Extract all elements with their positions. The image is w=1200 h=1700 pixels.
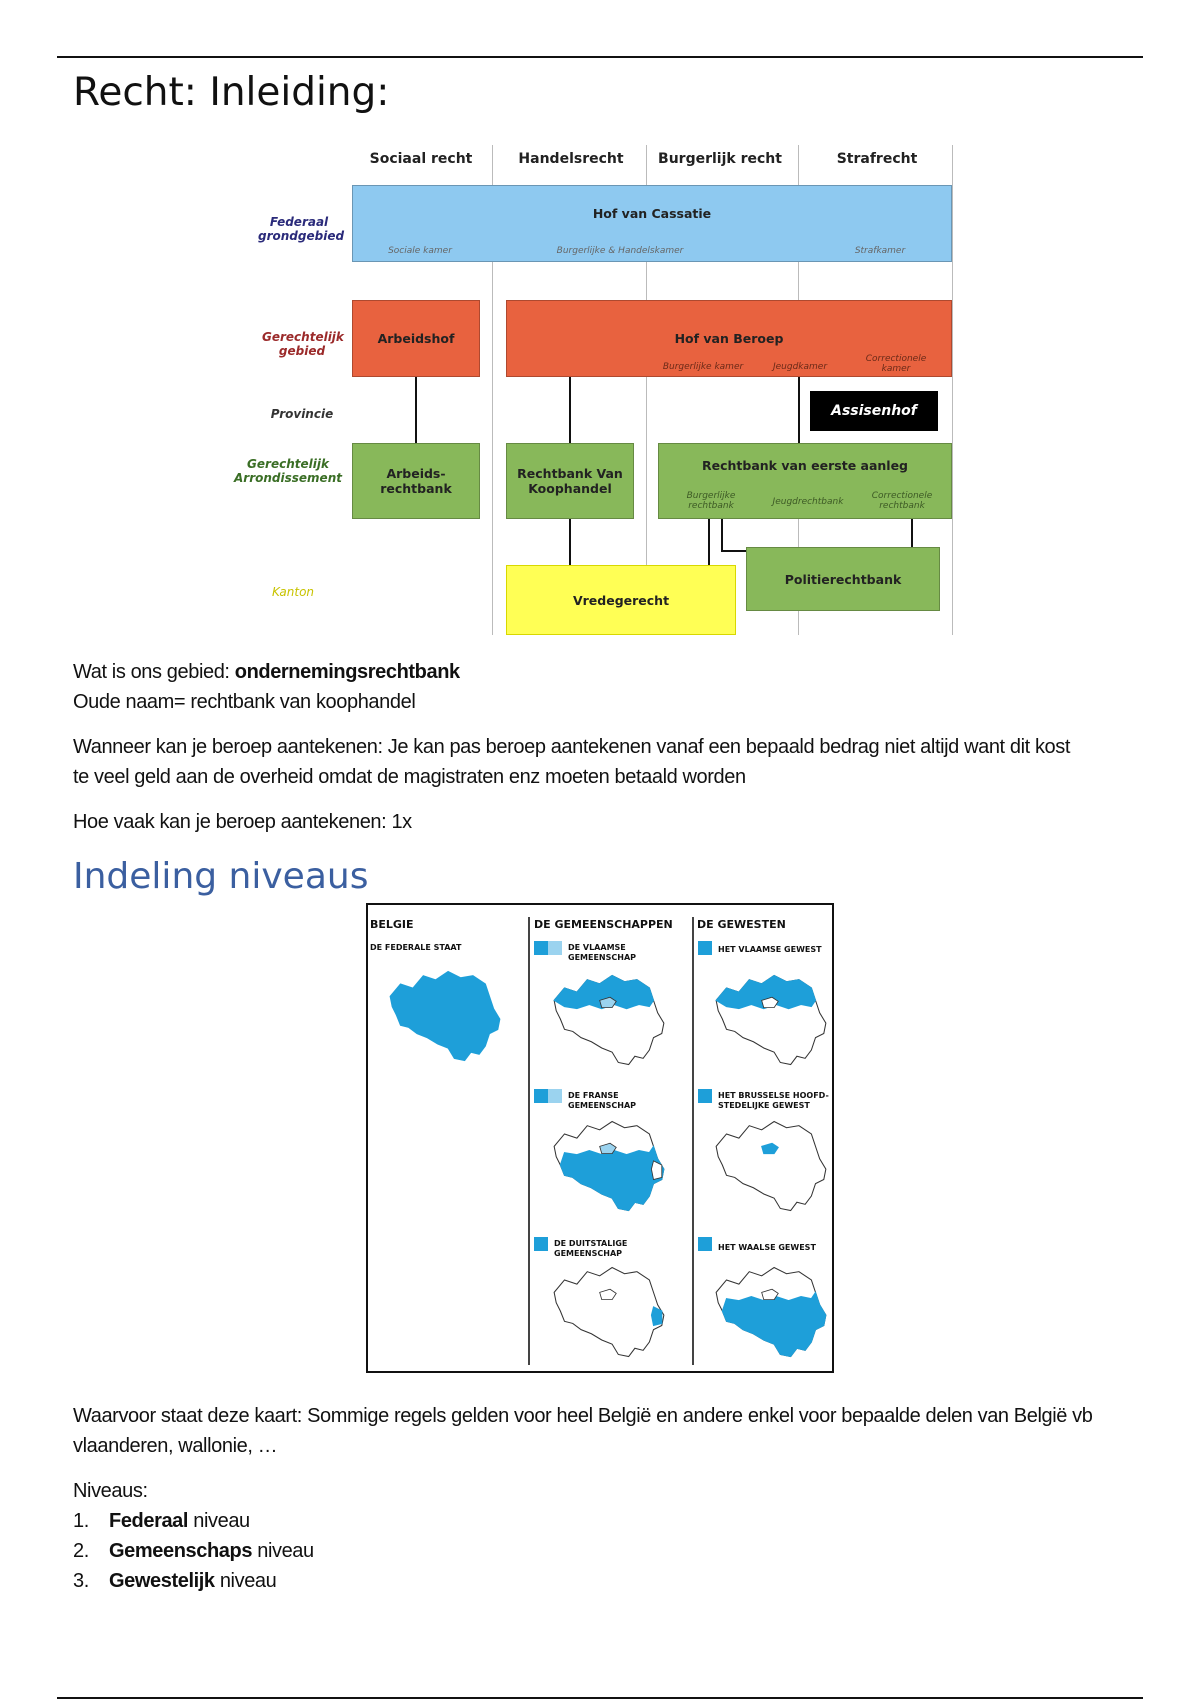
connector [415,377,417,443]
legend-swatch [698,1237,712,1251]
level-kanton: Kanton [271,585,315,599]
politierechtbank-label: Politierechtbank [784,571,902,587]
assisenhof-box [810,391,938,431]
eerste-aanleg-label: Rechtbank van eerste aanleg [701,458,908,473]
paragraph-niveaus [73,1476,314,1596]
connector [798,377,800,443]
label-vlaamse-gemeenschap-2: GEMEENSCHAP [568,953,636,962]
kaart-line-1: Waarvoor staat deze kaart: Sommige regels gelden voor heel België en andere enkel voor bepaalde delen van België vb [73,1405,1093,1427]
bottom-rule [57,1697,1143,1699]
map-brussels-gewest [712,1115,830,1215]
beroep-line-2: te veel geld aan de overheid omdat de magistraten enz moeten betaald worden [73,766,746,788]
gebied-label: Wat is ons gebied: [73,661,235,683]
connector [911,519,913,547]
label-duitstalige-gemeenschap-1: DE DUITSTALIGE [554,1239,628,1248]
list-bold: Gewestelijk [109,1570,215,1592]
list-number: 1. [73,1510,89,1532]
vredegerecht-label: Vredegerecht [572,592,670,608]
column-header-sociaal: Sociaal recht [369,151,473,167]
paragraph-beroep [73,732,1070,792]
assisenhof-label: Assisenhof [831,403,917,419]
map-header-gemeenschappen: DE GEMEENSCHAPPEN [534,918,673,931]
map-vlaamse-gemeenschap [550,969,668,1069]
legend-swatch [534,1089,548,1103]
legend-swatch [534,941,548,955]
eerste-aanleg-correctionele: Correctionele rechtbank [871,491,933,511]
map-header-gewesten: DE GEWESTEN [697,918,786,931]
rechtbank-koophandel-box [506,443,634,519]
cassatie-burgerlijke-kamer: Burgerlijke & Handelskamer [556,246,684,256]
arbeidshof-box [352,300,480,377]
list-number: 2. [73,1540,89,1562]
list-item [73,1566,314,1596]
label-franse-gemeenschap-1: DE FRANSE [568,1091,619,1100]
map-header-belgie: BELGIE [370,918,414,931]
label-waalse-gewest: HET WAALSE GEWEST [718,1243,816,1252]
cassatie-sociale-kamer: Sociale kamer [388,246,452,256]
section-heading-indeling: Indeling niveaus [73,856,369,897]
map-column-divider [692,917,694,1365]
map-franse-gemeenschap [550,1115,668,1215]
connector [721,519,723,551]
paragraph-gebied [73,657,460,717]
label-brussels-gewest-1: HET BRUSSELSE HOOFD- [718,1091,829,1100]
beroep-burgerlijke-kamer: Burgerlijke kamer [662,362,744,372]
map-federal [386,965,504,1065]
arbeidshof-label: Arbeidshof [377,331,455,346]
column-header-handels: Handelsrecht [518,151,624,167]
beroep-correctionele-kamer: Correctionele kamer [865,354,927,374]
top-rule [57,56,1143,58]
list-number: 3. [73,1570,89,1592]
politierechtbank-box [746,547,940,611]
list-item [73,1506,314,1536]
map-waalse-gewest [712,1261,830,1361]
beroep-jeugdkamer: Jeugdkamer [772,362,828,372]
page-title: Recht: Inleiding: [73,70,390,115]
hof-van-cassatie-label: Hof van Cassatie [592,206,712,221]
list-rest: niveau [188,1510,250,1532]
list-bold: Federaal [109,1510,189,1532]
label-vlaamse-gewest: HET VLAAMSE GEWEST [718,945,822,954]
column-divider [952,145,953,635]
beroep-line-1: Wanneer kan je beroep aantekenen: Je kan pas beroep aantekenen vanaf een bepaald bedrag niet altijd want dit kost [73,736,1071,758]
label-duitstalige-gemeenschap-2: GEMEENSCHAP [554,1249,622,1258]
niveaus-label: Niveaus: [73,1480,148,1502]
label-franse-gemeenschap-2: GEMEENSCHAP [568,1101,636,1110]
list-rest: niveau [252,1540,314,1562]
column-header-straf: Strafrecht [836,151,918,167]
legend-swatch [548,941,562,955]
vredegerecht-box [506,565,736,635]
list-bold: Gemeenschaps [109,1540,253,1562]
map-column-divider [528,917,530,1365]
legend-swatch [534,1237,548,1251]
arbeidsrechtbank-label: Arbeids- rechtbank [380,466,452,496]
legend-swatch [548,1089,562,1103]
column-header-burgerlijk: Burgerlijk recht [658,151,782,167]
oude-naam: Oude naam= rechtbank van koophandel [73,691,416,713]
map-vlaamse-gewest [712,969,830,1069]
level-gerechtelijk-gebied: Gerechtelijk gebied [262,330,344,358]
kaart-line-2: vlaanderen, wallonie, … [73,1435,278,1457]
eerste-aanleg-burgerlijke: Burgerlijke rechtbank [686,491,736,511]
level-federaal: Federaal grondgebied [258,215,345,243]
legend-swatch [698,941,712,955]
label-federale-staat: DE FEDERALE STAAT [370,943,462,952]
cassatie-strafkamer: Strafkamer [854,246,906,256]
hof-van-beroep-label: Hof van Beroep [674,331,784,346]
arbeidsrechtbank-box [352,443,480,519]
legend-swatch [698,1089,712,1103]
connector [708,519,710,565]
list-rest: niveau [214,1570,277,1592]
connector [569,519,571,565]
map-duitstalige-gemeenschap [550,1261,668,1361]
eerste-aanleg-jeugd: Jeugdrechtbank [772,497,844,507]
list-item [73,1536,314,1566]
label-vlaamse-gemeenschap-1: DE VLAAMSE [568,943,626,952]
paragraph-kaart [73,1401,1092,1461]
level-provincie: Provincie [270,407,334,421]
gebied-value: ondernemingsrechtbank [234,661,460,683]
belgium-levels-map [366,903,834,1373]
level-arrondissement: Gerechtelijk Arrondissement [234,457,342,485]
connector [569,377,571,443]
court-diagram [234,145,960,635]
rechtbank-koophandel-label: Rechtbank Van Koophandel [517,466,623,496]
paragraph-hoe-vaak: Hoe vaak kan je beroep aantekenen: 1x [73,811,412,833]
label-brussels-gewest-2: STEDELIJKE GEWEST [718,1101,810,1110]
